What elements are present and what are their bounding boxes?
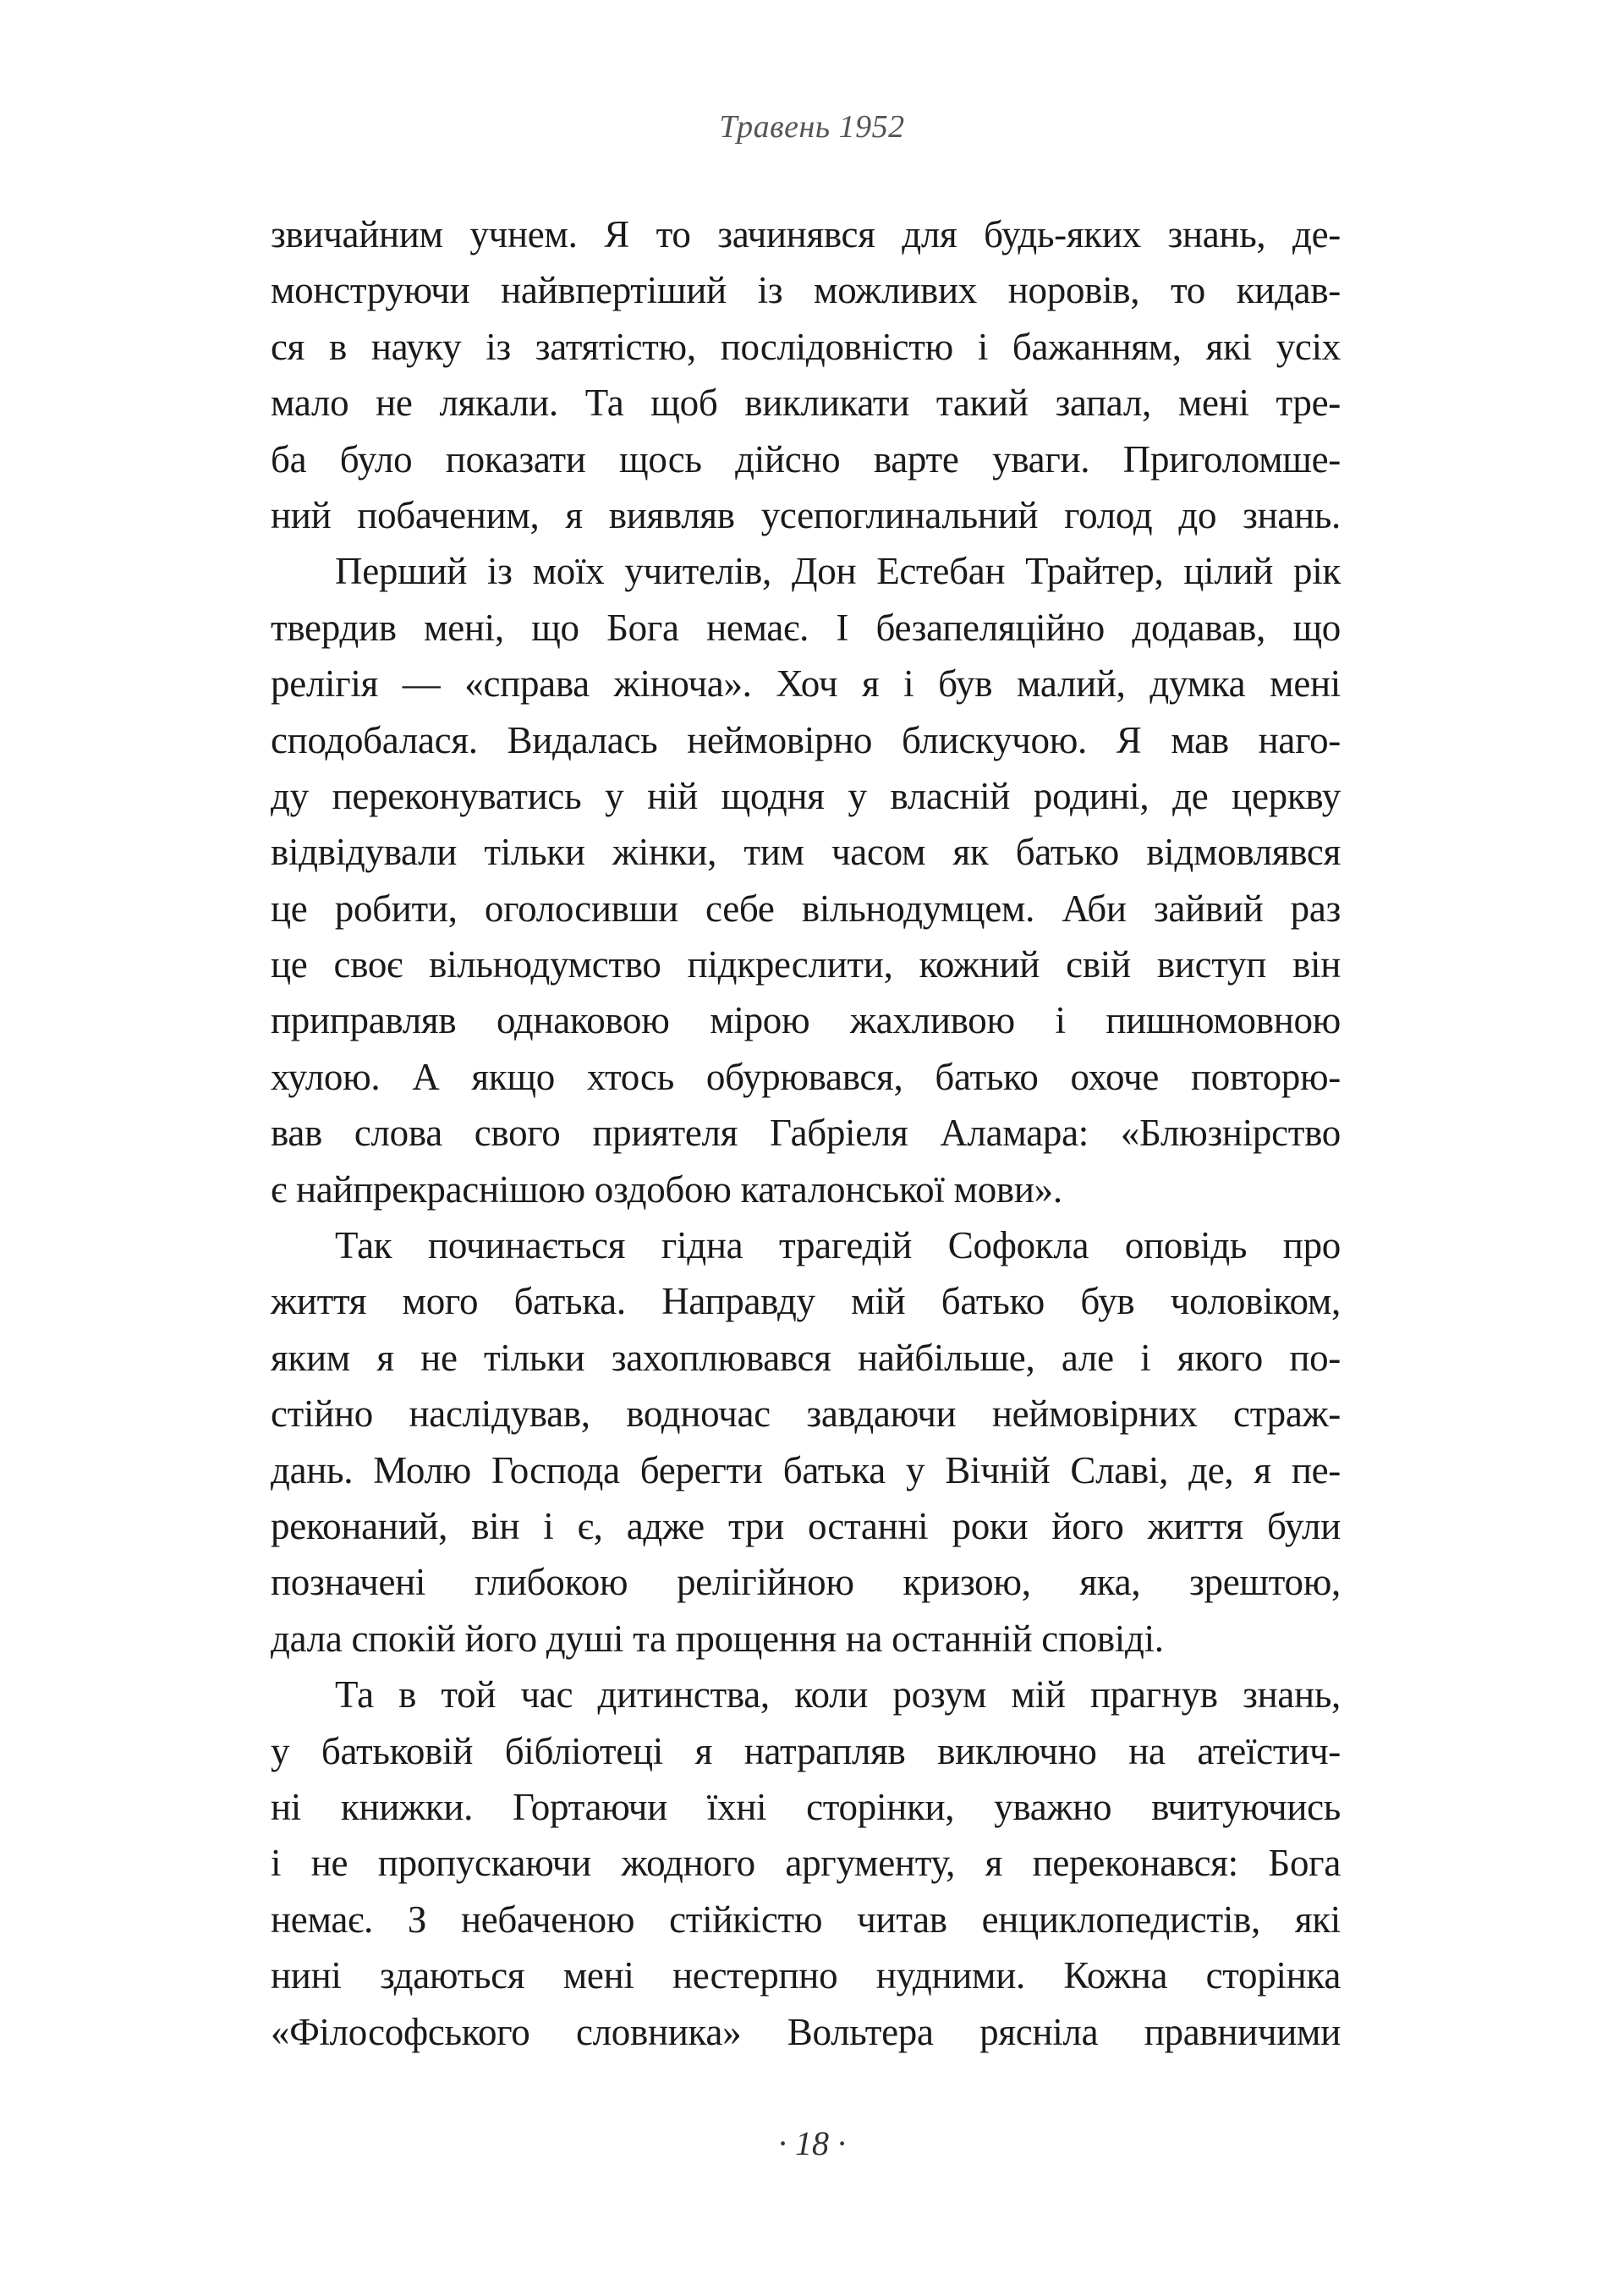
text-line: ба було показати щось дійсно варте уваги. Приголомше- xyxy=(271,437,1341,481)
text-line: ний побаченим, я виявляв усепоглинальний голод до знань. xyxy=(271,493,1341,536)
text-line: це своє вільнодумство підкреслити, кожний свій виступ він xyxy=(271,943,1341,986)
running-head: Травень 1952 xyxy=(719,109,905,145)
text-line: нині здаються мені нестерпно нудними. Кожна сторінка xyxy=(271,1954,1341,1997)
text-line: яким я не тільки захоплювався найбільше, але і якого по- xyxy=(271,1336,1341,1379)
text-line: дала спокій його душі та прощення на останній сповіді. xyxy=(271,1617,1164,1660)
text-line: є найпрекраснішою оздобою каталонської мови». xyxy=(271,1167,1062,1211)
text-line: стійно наслідував, водночас завдаючи неймовірних страж- xyxy=(271,1392,1341,1436)
text-line: хулою. А якщо хтось обурювався, батько охоче повторю- xyxy=(271,1055,1341,1098)
paragraph xyxy=(271,543,1341,1217)
text-line: приправляв однаковою мірою жахливою і пишномовною xyxy=(271,999,1341,1042)
text-line: і не пропускаючи жодного аргументу, я переконався: Бога xyxy=(271,1842,1341,1885)
text-line: мало не лякали. Та щоб викликати такий запал, мені тре- xyxy=(271,382,1341,425)
text-line: вав слова свого приятеля Габріеля Аламара: «Блюзнірство xyxy=(271,1112,1341,1155)
body-text xyxy=(271,206,1341,2060)
text-line: ні книжки. Гортаючи їхні сторінки, уважно вчитуючись xyxy=(271,1785,1341,1828)
page-number: · 18 · xyxy=(778,2124,846,2162)
text-line: немає. З небаченою стійкістю читав енциклопедистів, які xyxy=(271,1898,1341,1941)
paragraph xyxy=(271,206,1341,543)
text-line: ся в науку із затятістю, послідовністю і бажанням, які усіх xyxy=(271,325,1341,368)
text-line: твердив мені, що Бога немає. І безапеляційно додавав, що xyxy=(271,606,1341,649)
text-line: звичайним учнем. Я то зачинявся для будь-яких знань, де- xyxy=(271,213,1341,255)
text-line: у батьковій бібліотеці я натрапляв виключно на атеїстич- xyxy=(271,1729,1341,1772)
text-line: відвідували тільки жінки, тим часом як батько відмовлявся xyxy=(271,831,1341,874)
text-line: реконаний, він і є, адже три останні роки його життя були xyxy=(271,1504,1341,1547)
paragraph xyxy=(271,1217,1341,1667)
text-line: релігія — «справа жіноча». Хоч я і був малий, думка мені xyxy=(271,662,1341,706)
text-line: позначені глибокою релігійною кризою, яка, зрештою, xyxy=(271,1561,1341,1604)
paragraph xyxy=(271,1667,1341,2060)
text-line: це робити, оголосивши себе вільнодумцем. Аби зайвий раз xyxy=(271,887,1341,930)
text-line: монструючи найвпертіший із можливих норовів, то кидав- xyxy=(271,269,1341,312)
text-line: «Філософського словника» Вольтера рясніла правничими xyxy=(271,2010,1341,2053)
text-line: дань. Молю Господа берегти батька у Вічній Славі, де, я пе- xyxy=(271,1448,1341,1491)
text-line: Перший із моїх учителів, Дон Естебан Трайтер, цілий рік xyxy=(335,550,1341,593)
text-line: Так починається гідна трагедій Софокла оповідь про xyxy=(335,1224,1341,1267)
text-line: ду переконуватись у ній щодня у власній родині, де церкву xyxy=(271,774,1341,817)
text-line: сподобалася. Видалась неймовірно блискучою. Я мав наго- xyxy=(271,718,1341,761)
text-line: життя мого батька. Направду мій батько був чоловіком, xyxy=(271,1280,1341,1323)
text-line: Та в той час дитинства, коли розум мій прагнув знань, xyxy=(335,1673,1341,1717)
